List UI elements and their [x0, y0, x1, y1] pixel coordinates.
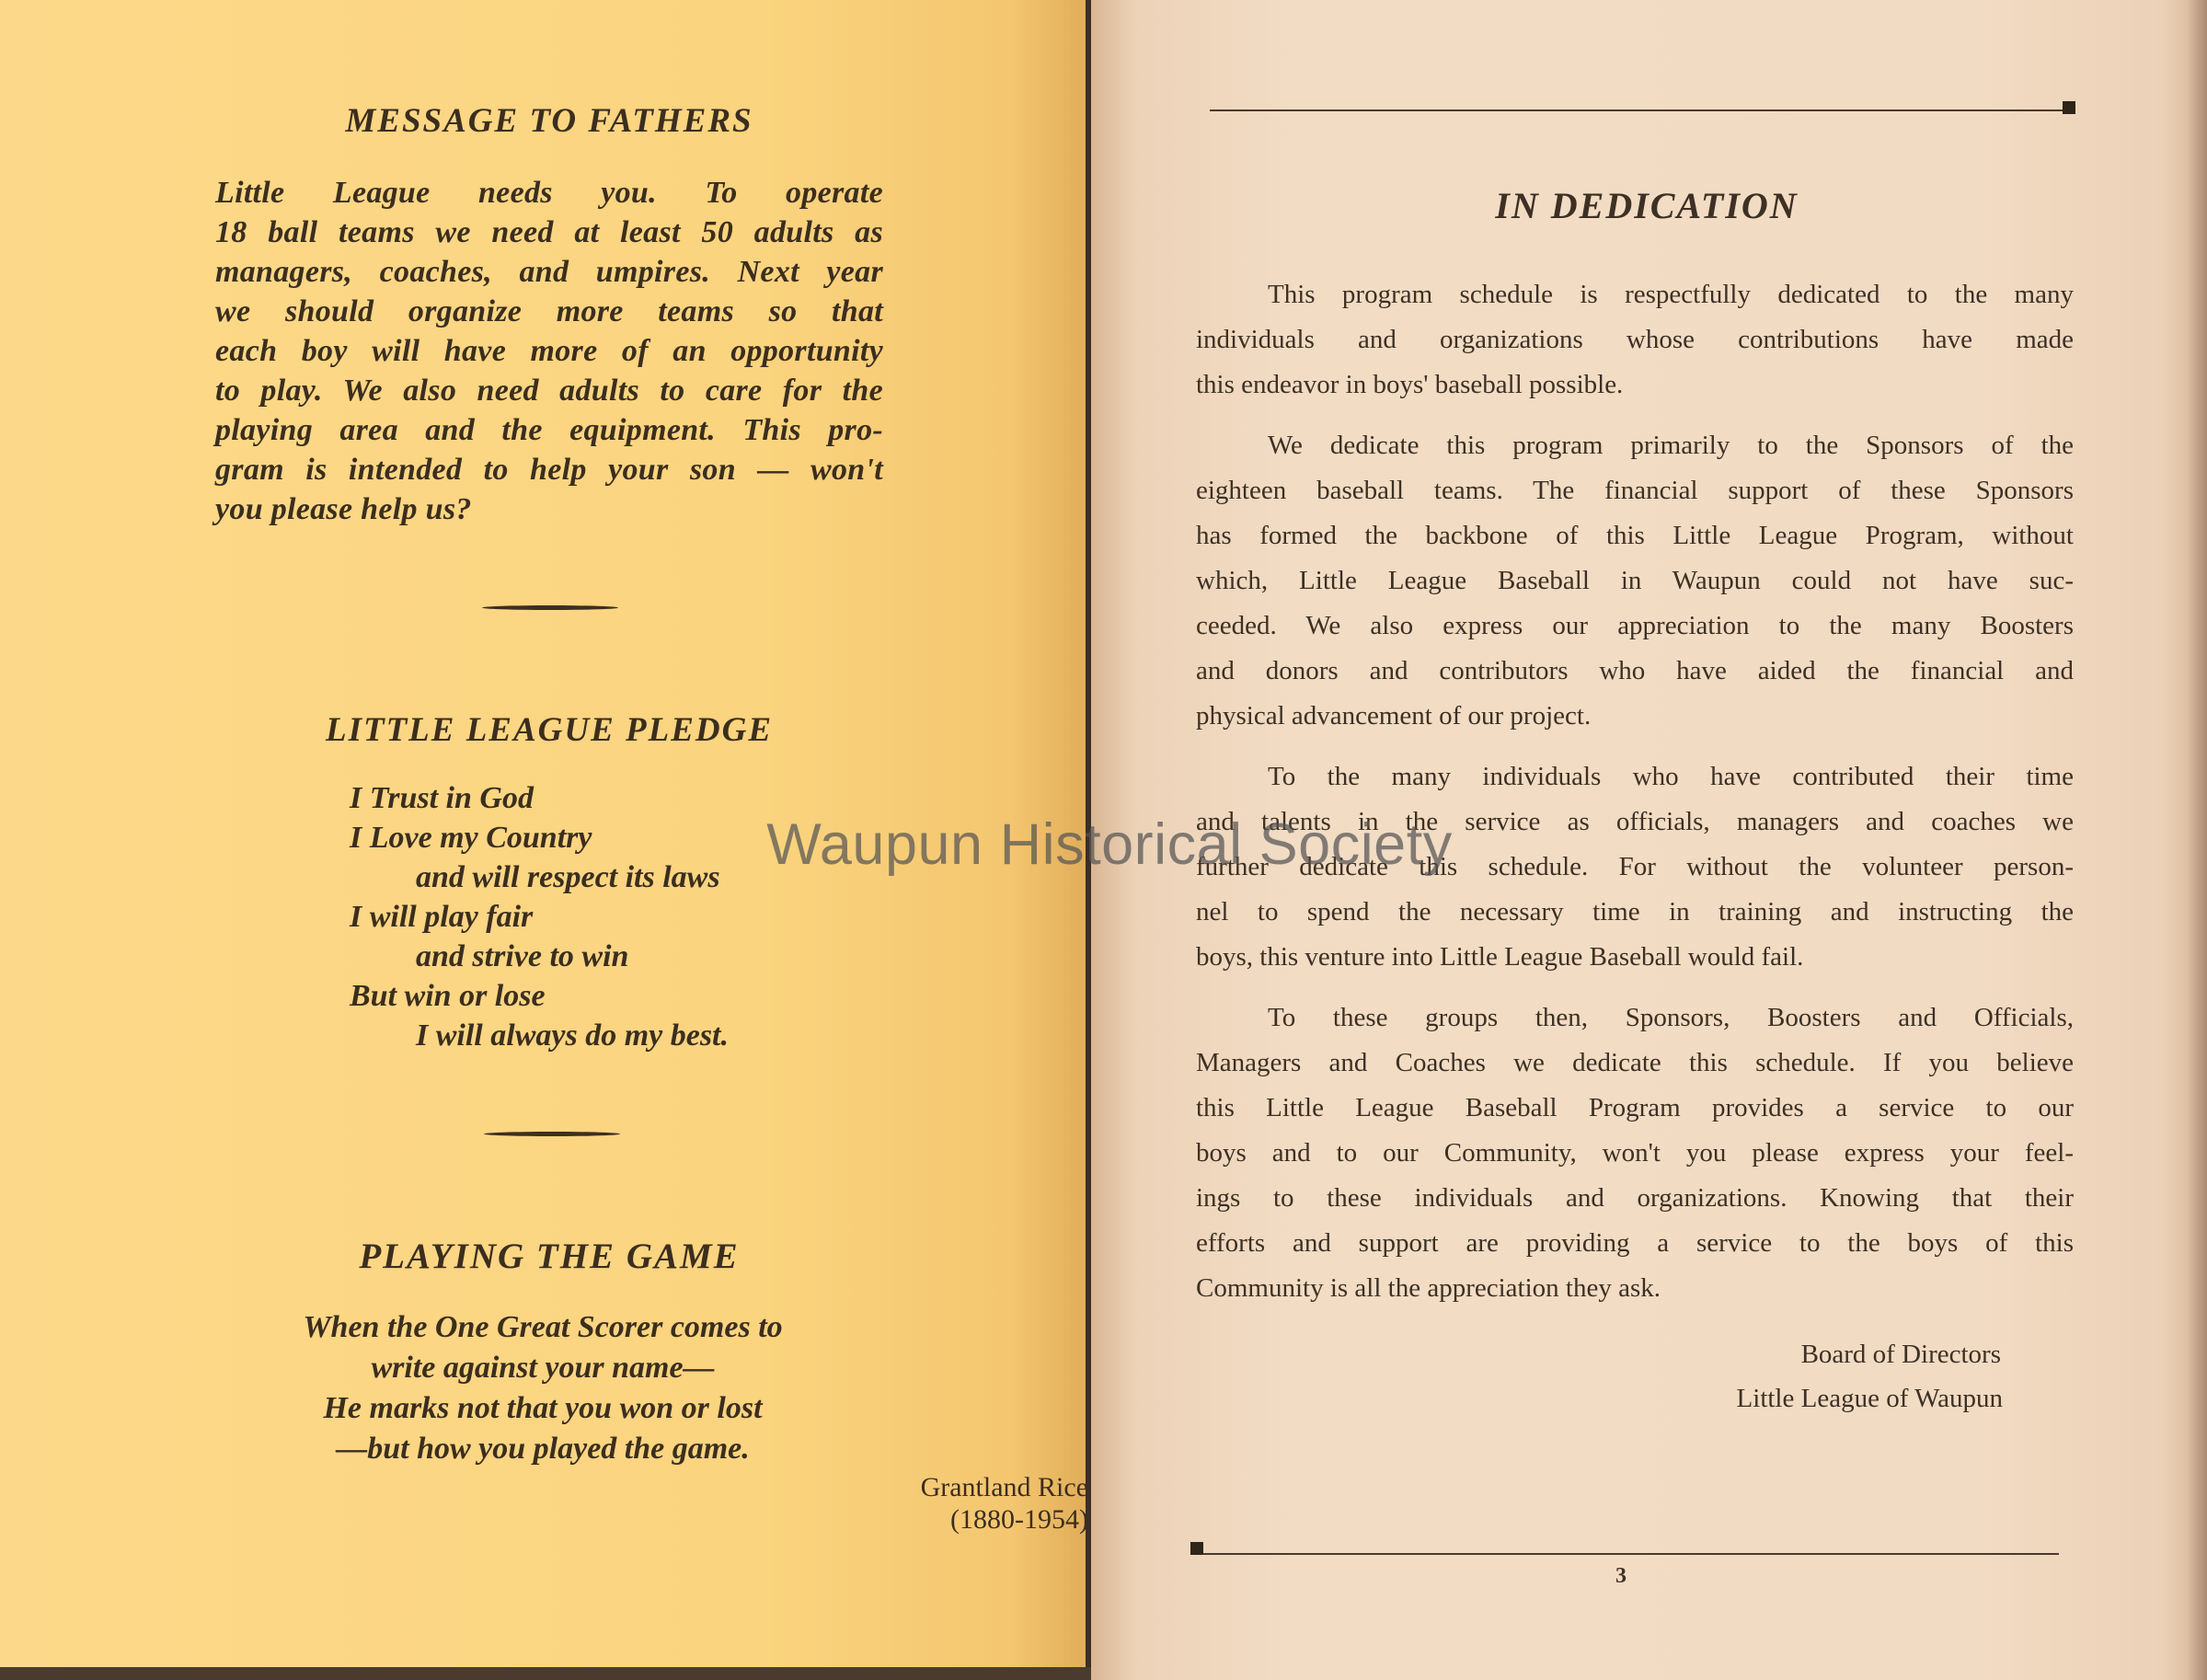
section-divider: [482, 605, 618, 610]
poem-author-years: (1880-1954): [950, 1504, 1088, 1535]
text-line: and donors and contributors who have aided the financial and: [1196, 656, 2074, 685]
dedication-heading: IN DEDICATION: [1495, 185, 1799, 226]
text-line: boys, this venture into Little League Baseball would fail.: [1196, 942, 1804, 972]
text-line: nel to spend the necessary time in training and instructing the: [1196, 897, 2074, 926]
text-line: Managers and Coaches we dedicate this schedule. If you believe: [1196, 1048, 2074, 1077]
text-line: playing area and the equipment. This pro-: [215, 413, 883, 447]
poem-line: —but how you played the game.: [336, 1432, 750, 1466]
text-line: gram is intended to help your son — won't: [215, 453, 883, 487]
top-rule: [1210, 109, 2065, 111]
pledge-line: I Trust in God: [350, 781, 534, 815]
poem-line: write against your name—: [371, 1351, 715, 1385]
pledge-line: and strive to win: [416, 939, 629, 973]
text-line: which, Little League Baseball in Waupun could not have suc-: [1196, 566, 2074, 595]
pledge-line: and will respect its laws: [416, 860, 720, 894]
pledge-line: But win or lose: [350, 979, 546, 1013]
text-line: To these groups then, Sponsors, Boosters and Officials,: [1268, 1003, 2074, 1032]
text-line: This program schedule is respectfully dedicated to the many: [1268, 280, 2074, 309]
signature-board: Board of Directors: [1800, 1340, 2001, 1369]
pledge-line: I will always do my best.: [416, 1018, 729, 1053]
pledge-line: I will play fair: [350, 900, 534, 934]
text-line: each boy will have more of an opportunity: [215, 334, 883, 368]
fathers-message: [215, 173, 883, 529]
dedication-paragraph: [1196, 272, 2074, 408]
text-line: to play. We also need adults to care for the: [215, 374, 883, 408]
text-line: managers, coaches, and umpires. Next year: [215, 255, 883, 289]
text-line: boys and to our Community, won't you please express your feel-: [1196, 1138, 2074, 1168]
text-line: Community is all the appreciation they ask.: [1196, 1273, 1661, 1303]
poem-author: Grantland Rice: [920, 1472, 1088, 1502]
text-line: further dedicate this schedule. For without the volunteer person-: [1196, 852, 2074, 881]
dedication-paragraph: [1196, 995, 2074, 1311]
text-line: We dedicate this program primarily to the Sponsors of the: [1268, 431, 2074, 460]
text-line: this endeavor in boys' baseball possible.: [1196, 370, 1624, 399]
text-line: individuals and organizations whose contributions have made: [1196, 325, 2074, 354]
text-line: this Little League Baseball Program provides a service to our: [1196, 1093, 2074, 1122]
top-rule-end: [2063, 101, 2075, 114]
pledge-line: I Love my Country: [350, 821, 592, 855]
section-divider: [484, 1132, 620, 1136]
text-line: ings to these individuals and organizations. Knowing that their: [1196, 1183, 2074, 1213]
dedication-paragraph: [1196, 423, 2074, 739]
table-edge: [0, 1667, 1091, 1680]
text-line: 18 ball teams we need at least 50 adults as: [215, 215, 883, 249]
text-line: efforts and support are providing a service to the boys of this: [1196, 1228, 2074, 1258]
text-line: eighteen baseball teams. The financial support of these Sponsors: [1196, 476, 2074, 505]
text-line: has formed the backbone of this Little League Program, without: [1196, 521, 2074, 550]
poem-line: When the One Great Scorer comes to: [303, 1310, 783, 1344]
page-number: 3: [1615, 1564, 1627, 1588]
fathers-heading: MESSAGE TO FATHERS: [345, 102, 753, 140]
bottom-rule: [1203, 1553, 2059, 1555]
text-line: Little League needs you. To operate: [215, 176, 883, 210]
text-line: physical advancement of our project.: [1196, 701, 1592, 731]
signature-league: Little League of Waupun: [1736, 1384, 2003, 1413]
pledge-heading: LITTLE LEAGUE PLEDGE: [325, 711, 774, 749]
text-line: we should organize more teams so that: [215, 294, 883, 328]
text-line: and talents in the service as officials, managers and coaches we: [1196, 807, 2074, 836]
bottom-rule-end: [1190, 1542, 1203, 1555]
text-line: you please help us?: [215, 492, 472, 526]
text-line: ceeded. We also express our appreciation to the many Boosters: [1196, 611, 2074, 640]
text-line: To the many individuals who have contributed their time: [1268, 762, 2074, 791]
game-poem: [212, 1307, 874, 1469]
poem-line: He marks not that you won or lost: [323, 1391, 763, 1425]
watermark: Waupun Historical Society: [766, 812, 1453, 877]
game-heading: PLAYING THE GAME: [359, 1237, 740, 1276]
dedication-body: [1196, 272, 2074, 1327]
